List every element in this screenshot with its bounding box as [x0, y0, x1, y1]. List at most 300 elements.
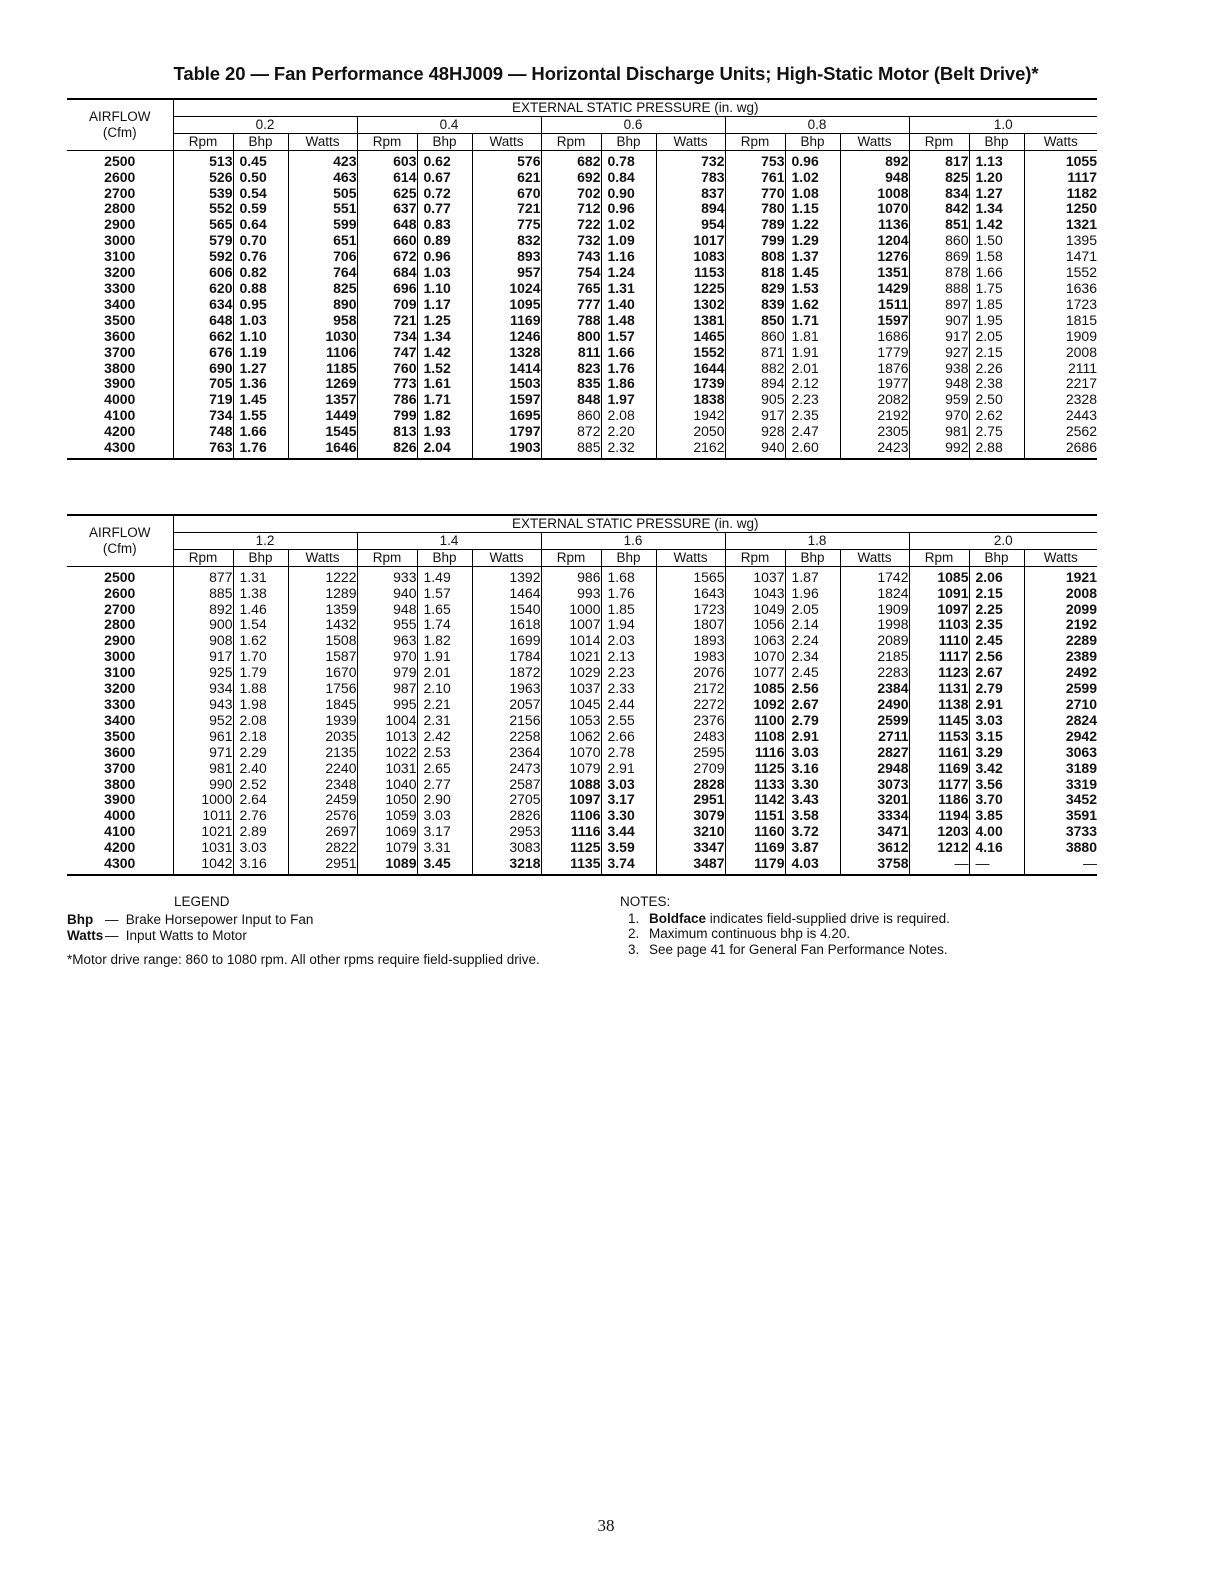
data-cell: 734: [357, 329, 417, 345]
data-cell: 1037: [541, 681, 601, 697]
airflow-cell: 3500: [104, 311, 136, 328]
table-row: [67, 217, 1097, 233]
table-row: [67, 808, 1097, 824]
data-cell: 2.01: [785, 361, 840, 377]
data-cell: 3452: [1024, 792, 1097, 808]
data-cell: 1014: [541, 633, 601, 649]
data-cell: 606: [173, 265, 233, 281]
data-cell: 2.56: [969, 649, 1024, 665]
data-cell: 732: [541, 233, 601, 249]
data-cell: 4.00: [969, 824, 1024, 840]
motor-footnote: *Motor drive range: 860 to 1080 rpm. All other rpms require field-supplied drive.: [67, 952, 540, 967]
data-cell: 1133: [725, 777, 785, 793]
data-cell: 702: [541, 186, 601, 202]
table-row: [67, 840, 1097, 856]
data-cell: 614: [357, 170, 417, 186]
column-header: Bhp: [417, 549, 472, 566]
data-cell: 760: [357, 361, 417, 377]
data-cell: 721: [357, 313, 417, 329]
column-header: Rpm: [357, 133, 417, 150]
data-cell: 1017: [656, 233, 725, 249]
data-cell: 1723: [656, 602, 725, 618]
data-cell: 1511: [840, 297, 909, 313]
data-cell: 952: [173, 713, 233, 729]
data-cell: 1.95: [969, 313, 1024, 329]
data-cell: 1824: [840, 586, 909, 602]
data-cell: 2443: [1024, 408, 1097, 424]
table-row: [67, 361, 1097, 377]
table-row: [67, 440, 1097, 459]
data-cell: 1110: [909, 633, 969, 649]
airflow-cell: 2800: [104, 200, 136, 217]
airflow-cell: 3800: [104, 775, 136, 792]
data-cell: 878: [909, 265, 969, 281]
data-cell: 3591: [1024, 808, 1097, 824]
data-cell: 662: [173, 329, 233, 345]
data-cell: 1552: [1024, 265, 1097, 281]
data-cell: 1.50: [969, 233, 1024, 249]
data-cell: 3.30: [601, 808, 656, 824]
table-row: [67, 186, 1097, 202]
data-cell: 1.48: [601, 313, 656, 329]
data-cell: 1.45: [233, 392, 288, 408]
fan-performance-table-high: [67, 514, 1097, 876]
data-cell: 684: [357, 265, 417, 281]
data-cell: 2492: [1024, 665, 1097, 681]
data-cell: 1063: [725, 633, 785, 649]
data-cell: 2008: [1024, 586, 1097, 602]
table-row: [67, 713, 1097, 729]
data-cell: 1070: [840, 201, 909, 217]
data-cell: 799: [725, 233, 785, 249]
data-cell: 3471: [840, 824, 909, 840]
table-row: [67, 792, 1097, 808]
data-cell: 839: [725, 297, 785, 313]
data-cell: 3.74: [601, 856, 656, 875]
data-cell: 3758: [840, 856, 909, 875]
data-cell: 894: [725, 376, 785, 392]
esp-header: EXTERNAL STATIC PRESSURE (in. wg): [173, 99, 1097, 116]
data-cell: 954: [656, 217, 725, 233]
data-cell: 3.59: [601, 840, 656, 856]
data-cell: 539: [173, 186, 233, 202]
data-cell: 719: [173, 392, 233, 408]
data-cell: 2.75: [969, 424, 1024, 440]
data-cell: 2.26: [969, 361, 1024, 377]
data-cell: 1.19: [233, 345, 288, 361]
data-cell: 1.03: [233, 313, 288, 329]
data-cell: 2824: [1024, 713, 1097, 729]
data-cell: 1983: [656, 649, 725, 665]
data-cell: 993: [541, 586, 601, 602]
data-cell: 1644: [656, 361, 725, 377]
airflow-cell: 3300: [104, 279, 136, 296]
data-cell: 1116: [725, 745, 785, 761]
table-row: [67, 170, 1097, 186]
data-cell: 1.71: [417, 392, 472, 408]
data-cell: 981: [173, 761, 233, 777]
airflow-cell: 3000: [104, 648, 136, 665]
data-cell: 2.53: [417, 745, 472, 761]
data-cell: 1.62: [233, 633, 288, 649]
data-cell: 1169: [725, 840, 785, 856]
data-cell: 2.08: [601, 408, 656, 424]
data-cell: 1108: [725, 729, 785, 745]
data-cell: 1043: [725, 586, 785, 602]
note-item: 1. Boldface indicates field-supplied drive is required.: [628, 910, 950, 926]
data-cell: —: [1024, 856, 1097, 875]
data-cell: 1106: [288, 345, 357, 361]
data-cell: 2709: [656, 761, 725, 777]
data-cell: 1.09: [601, 233, 656, 249]
data-cell: 423: [288, 150, 357, 169]
column-header: Rpm: [541, 133, 601, 150]
data-cell: 3.56: [969, 777, 1024, 793]
table-body: [67, 150, 1097, 459]
data-cell: 1095: [472, 297, 541, 313]
table-row: [67, 586, 1097, 602]
data-cell: 1449: [288, 408, 357, 424]
data-cell: 990: [173, 777, 233, 793]
data-cell: 634: [173, 297, 233, 313]
data-cell: 3.30: [785, 777, 840, 793]
table-row: [67, 392, 1097, 408]
data-cell: 948: [909, 376, 969, 392]
data-cell: 2.15: [969, 586, 1024, 602]
data-cell: 3.16: [233, 856, 288, 875]
data-cell: 765: [541, 281, 601, 297]
page-number: 38: [597, 1516, 615, 1535]
data-cell: 2697: [288, 824, 357, 840]
data-cell: 2686: [1024, 440, 1097, 459]
data-cell: 893: [472, 249, 541, 265]
data-cell: 1.86: [601, 376, 656, 392]
data-cell: 1742: [840, 566, 909, 585]
data-cell: 505: [288, 186, 357, 202]
airflow-cell: 3200: [104, 264, 136, 281]
data-cell: 970: [357, 649, 417, 665]
data-cell: 1.79: [233, 665, 288, 681]
data-cell: 0.59: [233, 201, 288, 217]
data-cell: 2384: [840, 681, 909, 697]
data-cell: 917: [725, 408, 785, 424]
data-cell: 1.82: [417, 633, 472, 649]
legend: [67, 894, 567, 968]
data-cell: 2217: [1024, 376, 1097, 392]
data-cell: 2.42: [417, 729, 472, 745]
note-item: 3. See page 41 for General Fan Performance Notes.: [628, 941, 948, 957]
data-cell: 0.83: [417, 217, 472, 233]
column-header-row: [67, 549, 1097, 566]
data-cell: 1.93: [417, 424, 472, 440]
data-cell: 603: [357, 150, 417, 169]
data-cell: 3.43: [785, 792, 840, 808]
airflow-cell: 2600: [104, 168, 136, 185]
data-cell: 1939: [288, 713, 357, 729]
data-cell: 1037: [725, 566, 785, 585]
data-cell: 1.17: [417, 297, 472, 313]
airflow-cell: 4200: [104, 423, 136, 440]
data-cell: 1998: [840, 617, 909, 633]
data-cell: 2.44: [601, 697, 656, 713]
data-cell: 625: [357, 186, 417, 202]
data-cell: 2.60: [785, 440, 840, 459]
data-cell: —: [969, 856, 1024, 875]
data-cell: 0.72: [417, 186, 472, 202]
column-header: Bhp: [233, 549, 288, 566]
data-cell: 1909: [1024, 329, 1097, 345]
airflow-cell: 2600: [104, 584, 136, 601]
data-cell: 4.03: [785, 856, 840, 875]
data-cell: 1838: [656, 392, 725, 408]
data-cell: 743: [541, 249, 601, 265]
data-cell: 0.50: [233, 170, 288, 186]
data-cell: 1845: [288, 697, 357, 713]
data-cell: 1.58: [969, 249, 1024, 265]
data-cell: 2.62: [969, 408, 1024, 424]
data-cell: 3487: [656, 856, 725, 875]
data-cell: 1471: [1024, 249, 1097, 265]
esp-header: EXTERNAL STATIC PRESSURE (in. wg): [173, 515, 1097, 532]
data-cell: 0.90: [601, 186, 656, 202]
airflow-cell: 3800: [104, 359, 136, 376]
data-cell: 788: [541, 313, 601, 329]
note-item: 2. Maximum continuous bhp is 4.20.: [628, 926, 851, 941]
airflow-header: AIRFLOW (Cfm): [67, 515, 173, 566]
data-cell: 3.03: [233, 840, 288, 856]
airflow-cell: 2700: [104, 184, 136, 201]
data-cell: 1.29: [785, 233, 840, 249]
data-cell: 0.54: [233, 186, 288, 202]
data-cell: 761: [725, 170, 785, 186]
data-cell: 2.33: [601, 681, 656, 697]
data-cell: 3.42: [969, 761, 1024, 777]
data-cell: 1138: [909, 697, 969, 713]
data-cell: 1097: [541, 792, 601, 808]
data-cell: 933: [357, 566, 417, 585]
data-cell: 958: [288, 313, 357, 329]
table-title: Table 20 — Fan Performance 48HJ009 — Horizontal Discharge Units; High-Static Motor (Belt Drive)*: [173, 63, 1039, 84]
data-cell: 1085: [725, 681, 785, 697]
data-cell: 1.76: [601, 586, 656, 602]
data-cell: 513: [173, 150, 233, 169]
airflow-header: AIRFLOW (Cfm): [67, 99, 173, 150]
data-cell: 2.08: [233, 713, 288, 729]
pressure-header: 0.6: [541, 116, 725, 133]
data-cell: 3079: [656, 808, 725, 824]
data-cell: 1.82: [417, 408, 472, 424]
data-cell: 2.13: [601, 649, 656, 665]
data-cell: 2459: [288, 792, 357, 808]
pressure-header: 0.8: [725, 116, 909, 133]
data-cell: 637: [357, 201, 417, 217]
data-cell: 599: [288, 217, 357, 233]
data-cell: 925: [173, 665, 233, 681]
data-cell: 565: [173, 217, 233, 233]
data-cell: 780: [725, 201, 785, 217]
data-cell: 1125: [725, 761, 785, 777]
data-cell: 1250: [1024, 201, 1097, 217]
data-cell: 2587: [472, 777, 541, 793]
data-cell: 2.88: [969, 440, 1024, 459]
data-cell: 860: [725, 329, 785, 345]
notes-heading: NOTES:: [620, 894, 671, 909]
data-cell: 1.31: [601, 281, 656, 297]
data-cell: 1552: [656, 345, 725, 361]
data-cell: 2.35: [969, 617, 1024, 633]
data-cell: 3.44: [601, 824, 656, 840]
data-cell: 3063: [1024, 745, 1097, 761]
column-header: Rpm: [173, 133, 233, 150]
data-cell: 576: [472, 150, 541, 169]
data-cell: 2.01: [417, 665, 472, 681]
data-cell: 1977: [840, 376, 909, 392]
data-cell: 1246: [472, 329, 541, 345]
data-cell: 1021: [541, 649, 601, 665]
data-cell: 2.91: [601, 761, 656, 777]
data-cell: 971: [173, 745, 233, 761]
data-cell: 1204: [840, 233, 909, 249]
airflow-cell: 3700: [104, 759, 136, 776]
airflow-cell: 4000: [104, 807, 136, 824]
data-cell: 1903: [472, 440, 541, 459]
data-cell: 1328: [472, 345, 541, 361]
data-cell: 905: [725, 392, 785, 408]
table-row: [67, 281, 1097, 297]
data-cell: 1062: [541, 729, 601, 745]
data-cell: 1022: [357, 745, 417, 761]
data-cell: 0.76: [233, 249, 288, 265]
data-cell: 2348: [288, 777, 357, 793]
table-row: [67, 745, 1097, 761]
table-row: [67, 602, 1097, 618]
data-cell: 3.16: [785, 761, 840, 777]
data-cell: 1013: [357, 729, 417, 745]
data-cell: 2827: [840, 745, 909, 761]
airflow-cell: 3300: [104, 695, 136, 712]
data-cell: 2.64: [233, 792, 288, 808]
data-cell: 970: [909, 408, 969, 424]
data-cell: 1.53: [785, 281, 840, 297]
data-cell: 1723: [1024, 297, 1097, 313]
data-cell: 3.70: [969, 792, 1024, 808]
data-cell: 979: [357, 665, 417, 681]
data-cell: 1029: [541, 665, 601, 681]
data-cell: 1779: [840, 345, 909, 361]
data-cell: 0.96: [601, 201, 656, 217]
data-cell: 1.91: [417, 649, 472, 665]
data-cell: 1695: [472, 408, 541, 424]
data-cell: 1069: [357, 824, 417, 840]
data-cell: 0.96: [417, 249, 472, 265]
data-cell: 1117: [909, 649, 969, 665]
data-cell: 2.40: [233, 761, 288, 777]
data-cell: 2.91: [969, 697, 1024, 713]
table-row: [67, 856, 1097, 875]
data-cell: 2.23: [785, 392, 840, 408]
data-cell: 2595: [656, 745, 725, 761]
data-cell: 1540: [472, 602, 541, 618]
data-cell: 1.66: [969, 265, 1024, 281]
data-cell: 2.78: [601, 745, 656, 761]
data-cell: 1.10: [233, 329, 288, 345]
data-cell: 1117: [1024, 170, 1097, 186]
data-cell: 1.13: [969, 150, 1024, 169]
data-cell: 825: [909, 170, 969, 186]
column-header: Watts: [840, 549, 909, 566]
data-cell: 1587: [288, 649, 357, 665]
data-cell: 1070: [725, 649, 785, 665]
data-cell: 1.57: [601, 329, 656, 345]
data-cell: 1.42: [969, 217, 1024, 233]
data-cell: 1.38: [233, 586, 288, 602]
data-cell: 1100: [725, 713, 785, 729]
data-cell: 3733: [1024, 824, 1097, 840]
data-cell: 1145: [909, 713, 969, 729]
data-cell: 0.88: [233, 281, 288, 297]
data-cell: 992: [909, 440, 969, 459]
data-cell: 1.54: [233, 617, 288, 633]
data-cell: 1302: [656, 297, 725, 313]
pressure-header: 1.0: [909, 116, 1097, 133]
fan-performance-table-low: [67, 98, 1097, 460]
data-cell: 463: [288, 170, 357, 186]
column-header-row: [67, 133, 1097, 150]
data-cell: 1432: [288, 617, 357, 633]
data-cell: 3189: [1024, 761, 1097, 777]
data-cell: 2.20: [601, 424, 656, 440]
data-cell: 551: [288, 201, 357, 217]
data-cell: 2826: [472, 808, 541, 824]
pressure-header: 2.0: [909, 532, 1097, 549]
table-row: [67, 729, 1097, 745]
data-cell: 1079: [541, 761, 601, 777]
airflow-cell: 3100: [104, 248, 136, 265]
data-cell: 2076: [656, 665, 725, 681]
data-cell: 1056: [725, 617, 785, 633]
data-cell: 2.05: [785, 602, 840, 618]
data-cell: 1.02: [785, 170, 840, 186]
data-cell: 2828: [656, 777, 725, 793]
data-cell: 2240: [288, 761, 357, 777]
data-cell: 1893: [656, 633, 725, 649]
data-cell: 917: [173, 649, 233, 665]
data-cell: 1123: [909, 665, 969, 681]
data-cell: 3.17: [417, 824, 472, 840]
pressure-header-row: [67, 532, 1097, 549]
data-cell: 940: [725, 440, 785, 459]
data-cell: 2953: [472, 824, 541, 840]
data-cell: 1142: [725, 792, 785, 808]
data-cell: 1179: [725, 856, 785, 875]
data-cell: 734: [173, 408, 233, 424]
data-cell: 2.05: [969, 329, 1024, 345]
data-cell: 850: [725, 313, 785, 329]
airflow-cell: 2800: [104, 616, 136, 633]
data-cell: 0.62: [417, 150, 472, 169]
data-cell: 1021: [173, 824, 233, 840]
data-cell: 2.66: [601, 729, 656, 745]
data-cell: 0.89: [417, 233, 472, 249]
data-cell: 748: [173, 424, 233, 440]
table-row: [67, 376, 1097, 392]
table-row: [67, 633, 1097, 649]
data-cell: 2.91: [785, 729, 840, 745]
data-cell: 3.03: [417, 808, 472, 824]
data-cell: 1185: [288, 361, 357, 377]
column-header: Bhp: [417, 133, 472, 150]
data-cell: 2376: [656, 713, 725, 729]
